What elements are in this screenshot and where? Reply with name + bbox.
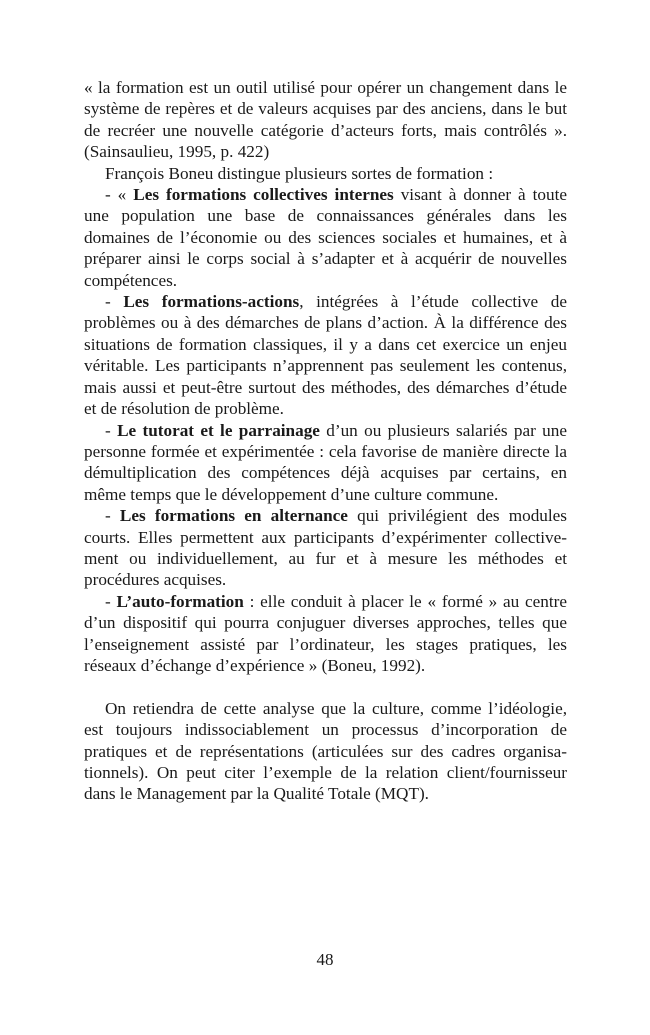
list-item <box>84 291 567 419</box>
list-item <box>84 591 567 677</box>
item-text: d’un ou plusieurs salariés par une personne formée et expérimentée : cela favorise de manière directe la démultiplication des compétences déjà acquises par certains, en même temps que le développement d’une culture commune. <box>84 420 567 504</box>
item-prefix: - « <box>105 185 134 205</box>
quote-paragraph: « la formation est un outil utilisé pour opérer un changement dans le système de repères et de valeurs acquises par des anciens, dans le but de recréer une nouvelle catégorie d’acteurs forts, mais contrôlés ». (Sainsaulieu, 1995, p. 422) <box>84 78 567 162</box>
item-text: : elle conduit à placer le « formé » au centre d’un dispositif qui pourra conjuguer diverses approches, telles que l’enseignement assisté par l’ordinateur, les stages pratiques, les réseaux d’échange d’expérience » (Boneu, 1992). <box>84 591 567 675</box>
item-text: qui privilégient des modules courts. Elles permettent aux participants d’expérimenter collective-ment ou individuellement, au fur et à mesure les méthodes et procédures acquises. <box>84 506 567 590</box>
intro-paragraph: François Boneu distingue plusieurs sortes de formation : <box>105 163 494 183</box>
item-term: Les formations en alternance <box>119 506 348 526</box>
item-term: Les formations-actions <box>123 292 300 312</box>
list-item <box>84 420 567 506</box>
item-term: Le tutorat et le parrainage <box>117 420 320 440</box>
item-text: , intégrées à l’étude collective de problèmes ou à des démarches de plans d’action. À la différence des situations de formation classiques, il y a dans cet exercice un enjeu véritable. Les participants n’apprennent pas seulement les contenus, mais aussi et peut-être surtout des méthodes, des démarches d’étude et de résolution de problème. <box>84 292 567 419</box>
item-prefix: - <box>105 292 124 312</box>
item-term: L’auto-formation <box>116 591 244 611</box>
paragraph-spacer <box>84 676 567 697</box>
list-item <box>84 505 567 591</box>
item-term: Les formations collectives internes <box>133 185 394 205</box>
page-body <box>84 77 567 805</box>
conclusion-paragraph: On retiendra de cette analyse que la culture, comme l’idéologie, est toujours indissociablement un processus d’incorporation de pratiques et de représentations (articulées sur des cadres organisa-tionnels). On peut citer l’exemple de la relation client/fournisseur dans le Management par la Qualité Totale (MQT). <box>84 698 567 804</box>
item-prefix: - <box>105 506 120 526</box>
item-prefix: - <box>105 420 118 440</box>
list-item <box>84 184 567 291</box>
page-number: 48 <box>316 950 334 969</box>
item-prefix: - <box>105 591 117 611</box>
item-text: visant à donner à toute une population une base de connaissances générales dans les domaines de l’économie ou des sciences sociales et humaines, et à préparer ainsi le corps social à s’adapter et à acquérir de nouvelles compétences. <box>84 185 567 290</box>
